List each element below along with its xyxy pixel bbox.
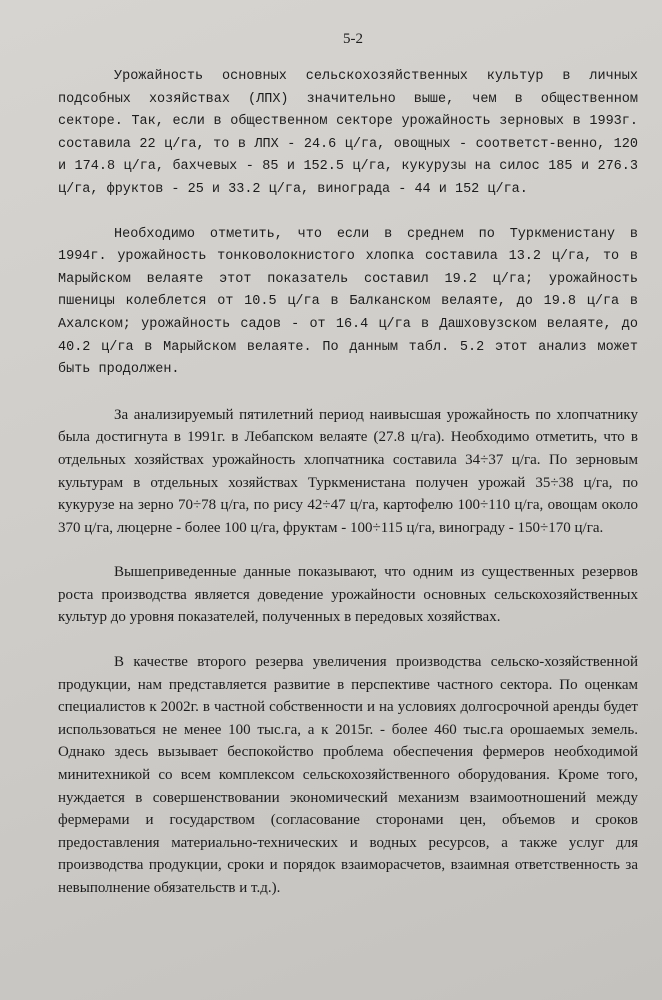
paragraph-growth-reserves: Вышеприведенные данные показывают, что одним из существенных резервов роста производства является доведение урожайности основных сельскохозяйственных культур до уровня показателей, полученных в передовых хозяйствах. <box>58 564 638 626</box>
paragraph-yields-private-plots: Урожайность основных сельскохозяйственных культур в личных подсобных хозяйствах (ЛПХ) значительно выше, чем в общественном секторе. Так, если в общественном секторе урожайность зерновых в 1993г. составила 22 ц/га, то в ЛПХ - 24.6 ц/га, овощных - соответст-венно, 120 и 174.8 ц/га, бахчевых - 85 и 152.5 ц/га, кукурузы на силос 185 и 276.3 ц/га, фруктов - 25 и 33.2 ц/га, винограда - 44 и 152 ц/га. <box>58 69 638 197</box>
paragraph-regional-yields: Необходимо отметить, что если в среднем по Туркменистану в 1994г. урожайность тонковолокнистого хлопка составила 13.2 ц/га, то в Марыйском велаяте этот показатель составил 19.2 ц/га; урожайность пшеницы колеблется от 10.5 ц/га в Балканском велаяте, до 19.8 ц/га в Ахалском; урожайность садов - от 16.4 ц/га в Дашховузском велаяте, до 40.2 ц/га в Марыйском велаяте. По данным табл. 5.2 этот анализ может быть продолжен. <box>58 226 638 378</box>
paragraph-private-sector: В качестве второго резерва увеличения производства сельско-хозяйственной продукции, нам представляется развитие в перспективе частного сектора. По оценкам специалистов к 2002г. в частной собственности и на условиях долгосрочной аренды будет использоваться не менее 100 тыс.га, а к 2015г. - более 460 тыс.га орошаемых земель. Однако здесь вызывает беспокойство проблема обеспечения фермеров необходимой минитехникой со всем комплексом сельскохозяйственного оборудования. Кроме того, нуждается в совершенствовании экономический механизм взаимоотношений между фермерами и государством (согласование сторонами цен, объемов и сроков предоставления материально-технических и водных ресурсов, а также услуг для производства продукции, сроки и порядок взаиморасчетов, взаимная ответственность за невыполнение обязательств и т.д.). <box>58 654 638 896</box>
page-number: 5-2 <box>343 31 363 47</box>
paragraph-five-year-peak: За анализируемый пятилетний период наивысшая урожайность по хлопчатнику была достигнута в 1991г. в Лебапском велаяте (27.8 ц/га). Необходимо отметить, что в отдельных хозяйствах урожайность хлопчатника составила 34÷37 ц/га. По зерновым культурам в отдельных хозяйствах Туркменистана получен урожай 35÷38 ц/га, по кукурузе на зерно 70÷78 ц/га, по рису 42÷47 ц/га, картофелю 100÷110 ц/га, овощам около 370 ц/га, люцерне - более 100 ц/га, фруктам - 100÷115 ц/га, винограду - 150÷170 ц/га. <box>58 406 638 536</box>
